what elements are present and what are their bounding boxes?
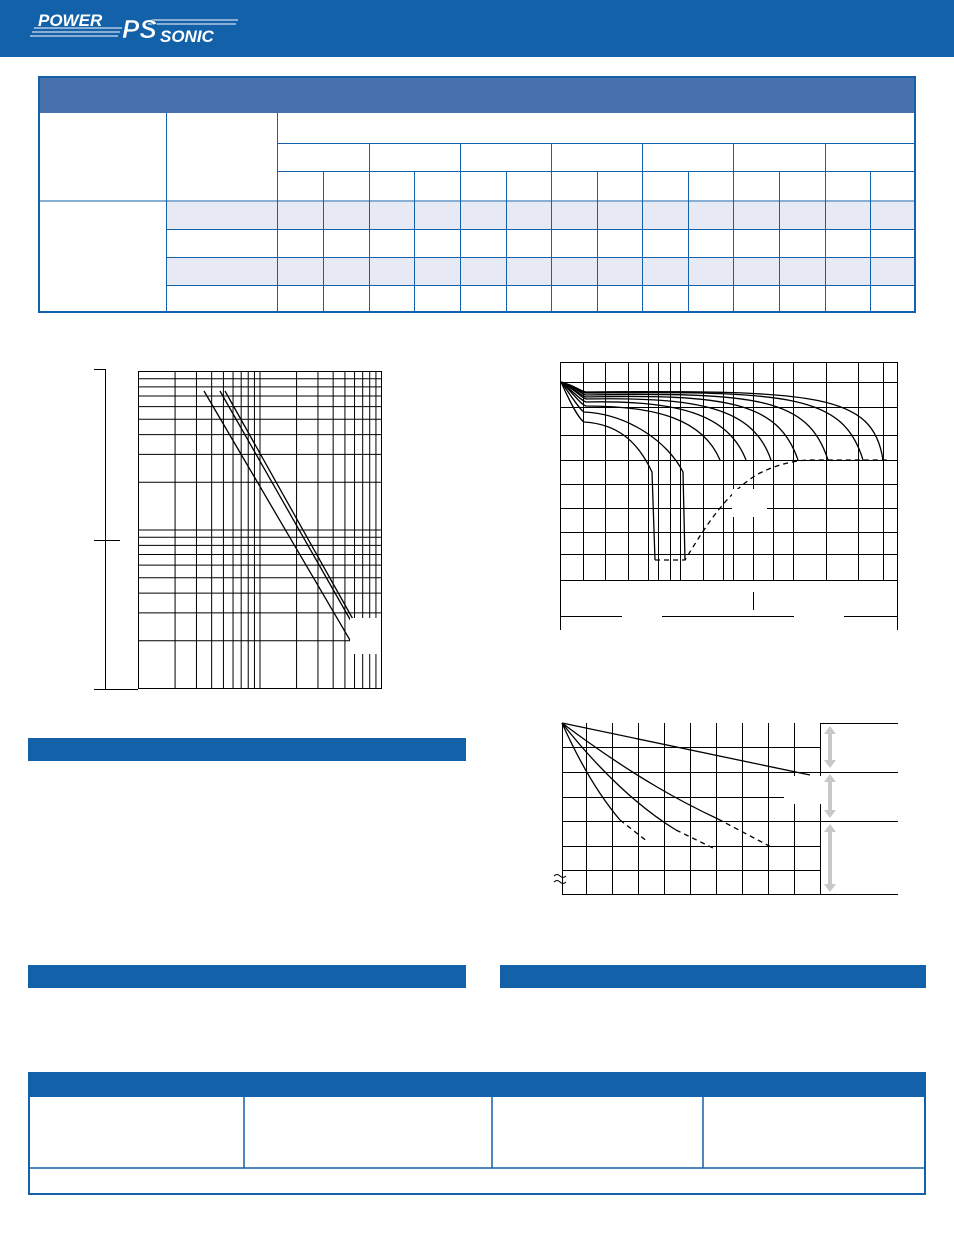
end-voltage-dashed-curve: [655, 460, 888, 560]
time-axis-scale: [560, 580, 898, 630]
legend-mask-area: [350, 618, 381, 654]
section-bar-left-lower: [28, 965, 466, 988]
discharge-curves: [561, 382, 883, 560]
loglog-grid: [139, 372, 382, 689]
bottom-table-header-bar: [30, 1074, 924, 1097]
discharge-spec-table: [38, 76, 916, 313]
logo-text-bottom: SONIC: [160, 27, 214, 46]
section-bar-right-lower: [500, 965, 926, 988]
logo-text-top: POWER: [38, 11, 103, 30]
section-bar-left-upper: [28, 738, 466, 761]
storage-label-mask: [784, 776, 824, 804]
spec-table-header-bar: [40, 78, 914, 113]
brand-logo: [30, 10, 240, 46]
scale-break-icon: [554, 875, 566, 884]
y-axis-bracket: [94, 369, 138, 690]
loglog-discharge-graph: [88, 365, 388, 693]
storage-curves: [562, 723, 810, 830]
logo-text-mid: PS: [122, 14, 157, 44]
storage-capacity-graph: [548, 720, 902, 898]
discharge-curves-graph: [558, 362, 900, 632]
spec-table-grid: [40, 113, 914, 311]
storage-grid: [562, 723, 898, 895]
storage-dashed-curves: [620, 819, 773, 848]
bottom-table-grid: [30, 1097, 924, 1193]
curve-label-mask: [732, 489, 767, 517]
bottom-info-table: [28, 1072, 926, 1195]
loglog-series-lines: [204, 391, 354, 647]
header-bar: [0, 0, 954, 57]
double-arrow-icon: [824, 726, 836, 892]
table-striped-rows: [166, 202, 914, 285]
